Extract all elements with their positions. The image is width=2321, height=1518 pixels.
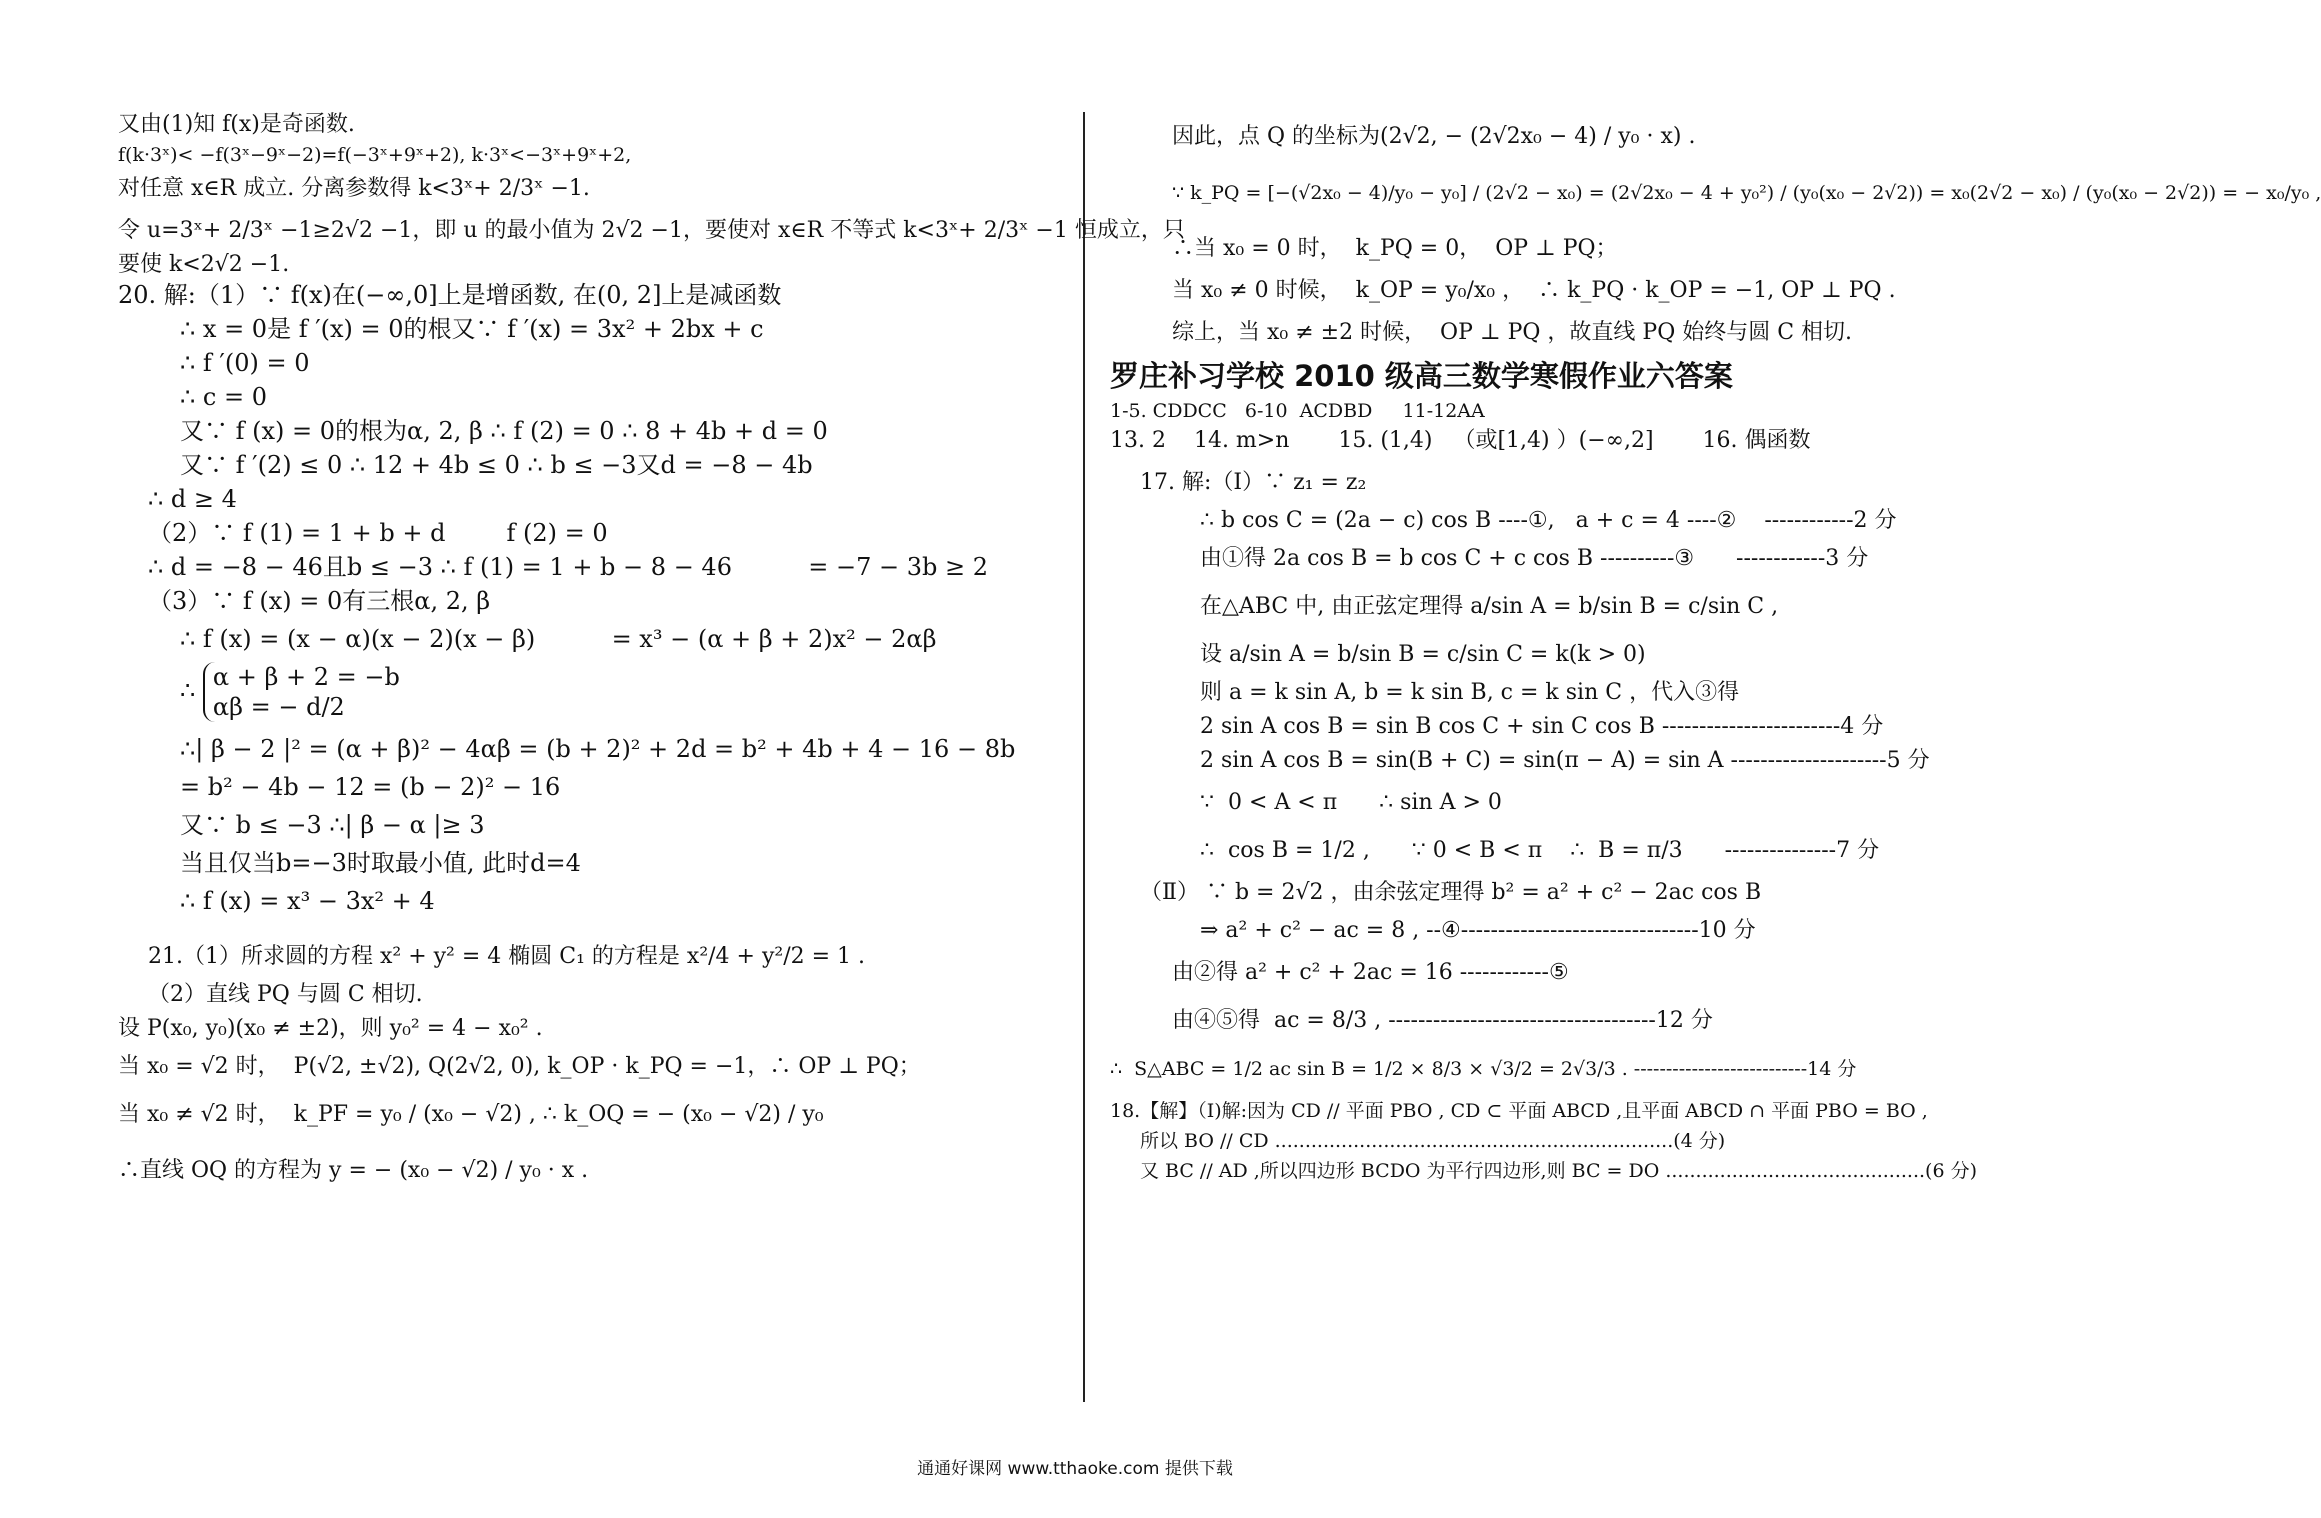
math-line: ∴ d ≥ 4 [148,485,237,513]
system-eq-1: α + β + 2 = −b [212,663,400,691]
math-line: ∴ f (x) = x³ − 3x² + 4 [180,887,435,915]
math-line: 在△ABC 中, 由正弦定理得 a/sin A = b/sin B = c/sin C , [1200,594,1779,619]
math-line: ⇒ a² + c² − ac = 8 , --④--------------------------------10 分 [1200,918,1756,943]
text-line: ∴当 x₀ = 0 时， k_PQ = 0， OP ⊥ PQ； [1172,236,1618,261]
text-line: f(k·3ˣ)< −f(3ˣ−9ˣ−2)=f(−3ˣ+9ˣ+2), k·3ˣ<−3ˣ+9ˣ+2, [118,144,632,166]
text-line: （2）直线 PQ 与圆 C 相切. [148,982,423,1007]
equation-system: ∴ α + β + 2 = −b αβ = − d/2 [180,663,400,721]
math-line: 设 a/sin A = b/sin B = c/sin C = k(k > 0) [1200,642,1646,667]
math-line: ∴ d = −8 − 46且b ≤ −3 ∴ f (1) = 1 + b − 8 − 46 = −7 − 3b ≥ 2 [148,553,989,581]
text-line: 设 P(x₀, y₀)(x₀ ≠ ±2)，则 y₀² = 4 − x₀² . [118,1016,543,1041]
math-line: 2 sin A cos B = sin(B + C) = sin(π − A) = sin A ---------------------5 分 [1200,748,1930,773]
math-line: ∴ b cos C = (2a − c) cos B ----①, a + c = 4 ----② ------------2 分 [1200,508,1897,533]
left-column [118,110,1185,1186]
text-line: ∴直线 OQ 的方程为 y = − (x₀ − √2) / y₀ · x . [118,1158,589,1183]
right-column [1110,110,2321,1186]
page-footer: 通通好课网 www.tthaoke.com 提供下载 [917,1459,1233,1479]
problem-17-heading: 17. 解:（Ⅰ）∵ z₁ = z₂ [1140,470,1367,495]
math-line: 由②得 a² + c² + 2ac = 16 ------------⑤ [1172,960,1569,985]
problem-18-heading: 18.【解】（Ⅰ)解:因为 CD // 平面 PBO , CD ⊂ 平面 ABCD ,且平面 ABCD ∩ 平面 PBO = BO , [1110,1100,1928,1122]
math-line: ∴ f ′(0) = 0 [180,349,310,377]
text-line: 因此，点 Q 的坐标为(2√2, − (2√2x₀ − 4) / y₀ · x) . [1172,124,1696,149]
text-line: 又由(1)知 f(x)是奇函数. [118,112,355,137]
math-line: = b² − 4b − 12 = (b − 2)² − 16 [180,773,561,801]
math-line: （3）∵ f (x) = 0有三根α, 2, β [148,587,491,615]
math-line: 则 a = k sin A, b = k sin B, c = k sin C ，代入③得 [1200,680,1740,705]
math-line: 2 sin A cos B = sin B cos C + sin C cos B ------------------------4 分 [1200,714,1884,739]
math-line: 又 BC // AD ,所以四边形 BCDO 为平行四边形,则 BC = DO ...........................................(6 分) [1140,1160,1977,1182]
answer-line: 1-5. CDDCC 6-10 ACDBD 11-12AA [1110,400,1485,422]
math-line: ∵ k_PQ = [−(√2x₀ − 4)/y₀ − y₀] / (2√2 − x₀) = (2√2x₀ − 4 + y₀²) / (y₀(x₀ − 2√2)) = x₀(2√2 − x₀) / (y₀(x₀ − 2√2)) = − x₀/y₀ , [1172,182,2321,204]
math-line: ∴ S△ABC = 1/2 ac sin B = 1/2 × 8/3 × √3/2 = 2√3/3 . ---------------------------14 分 [1110,1058,1857,1080]
math-line: 又∵ f (x) = 0的根为α, 2, β ∴ f (2) = 0 ∴ 8 + 4b + d = 0 [180,417,828,445]
math-line: ∴| β − 2 |² = (α + β)² − 4αβ = (b + 2)² + 2d = b² + 4b + 4 − 16 − 8b [180,735,1016,763]
math-line: 由①得 2a cos B = b cos C + c cos B ----------③ ------------3 分 [1200,546,1869,571]
math-line: （Ⅱ） ∵ b = 2√2 ，由余弦定理得 b² = a² + c² − 2ac cos B [1140,880,1762,905]
math-line: 又∵ f ′(2) ≤ 0 ∴ 12 + 4b ≤ 0 ∴ b ≤ −3又d = −8 − 4b [180,451,813,479]
math-line: ∴ f (x) = (x − α)(x − 2)(x − β) = x³ − (α + β + 2)x² − 2αβ [180,625,937,653]
answer-key-title: 罗庄补习学校 2010 级高三数学寒假作业六答案 [1110,359,1733,393]
math-line: ∴ x = 0是 f ′(x) = 0的根又∵ f ′(x) = 3x² + 2bx + c [180,315,764,343]
math-line: 当且仅当b=−3时取最小值, 此时d=4 [180,849,581,877]
math-line: 所以 BO // CD ..................................................................(4 分) [1140,1130,1726,1152]
text-line: 当 x₀ = √2 时， P(√2, ±√2), Q(2√2, 0), k_OP · k_PQ = −1，∴ OP ⊥ PQ； [118,1054,921,1079]
system-eq-2: αβ = − d/2 [212,693,345,721]
problem-20-heading: 20. 解:（1）∵ f(x)在(−∞,0]上是增函数, 在(0, 2]上是减函数 [118,281,782,309]
math-line: ∴ cos B = 1/2 , ∵ 0 < B < π ∴ B = π/3 ---------------7 分 [1200,838,1880,863]
math-line: ∴ c = 0 [180,383,267,411]
problem-21-heading: 21.（1）所求圆的方程 x² + y² = 4 椭圆 C₁ 的方程是 x²/4 + y²/2 = 1 . [148,944,866,969]
math-line: 又∵ b ≤ −3 ∴| β − α |≥ 3 [180,811,485,839]
answer-line: 13. 2 14. m>n 15. (1,4) （或[1,4) ）(−∞,2] 16. 偶函数 [1110,428,1811,453]
column-divider [1083,112,1085,1402]
brace-system [203,662,400,722]
math-line: 由④⑤得 ac = 8/3 , ------------------------------------12 分 [1172,1008,1713,1033]
text-line: 当 x₀ ≠ √2 时， k_PF = y₀ / (x₀ − √2) , ∴ k_OQ = − (x₀ − √2) / y₀ [118,1102,824,1127]
math-line: ∵ 0 < A < π ∴ sin A > 0 [1200,790,1502,815]
text-line: 当 x₀ ≠ 0 时候， k_OP = y₀/x₀ ， ∴ k_PQ · k_OP = −1, OP ⊥ PQ . [1172,278,1896,303]
math-line: （2）∵ f (1) = 1 + b + d f (2) = 0 [148,519,608,547]
text-line: 令 u=3ˣ+ 2/3ˣ −1≥2√2 −1，即 u 的最小值为 2√2 −1，要使对 x∈R 不等式 k<3ˣ+ 2/3ˣ −1 恒成立，只 [118,218,1185,243]
text-line: 对任意 x∈R 成立. 分离参数得 k<3ˣ+ 2/3ˣ −1. [118,176,590,201]
text-line: 综上，当 x₀ ≠ ±2 时候， OP ⊥ PQ ，故直线 PQ 始终与圆 C 相切. [1172,320,1853,345]
text-line: 要使 k<2√2 −1. [118,252,290,277]
